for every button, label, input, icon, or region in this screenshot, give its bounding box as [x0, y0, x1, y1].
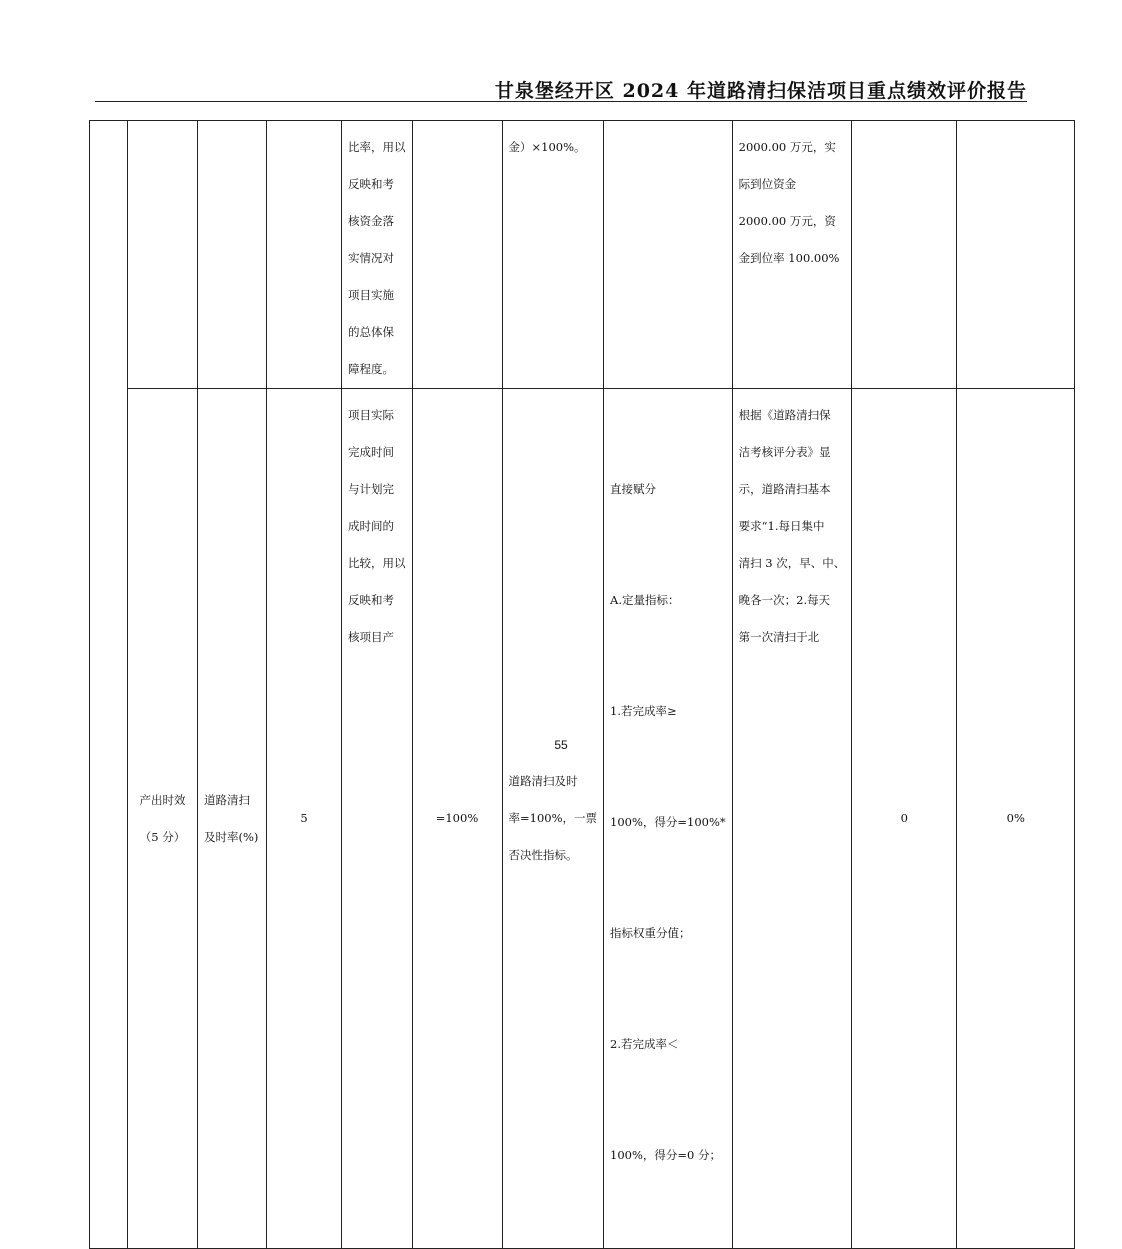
rate-cell: [957, 121, 1075, 389]
text-line: 产出时效: [139, 792, 186, 807]
text-line: 及时率(%): [204, 829, 259, 844]
definition-cell: [342, 389, 413, 1249]
text-line: 反映和考: [348, 177, 394, 191]
evaluation-table: [89, 120, 1075, 1249]
text-line: 示，道路清扫基本: [738, 482, 831, 496]
method-cell: [604, 121, 733, 389]
report-header-title: 甘泉堡经开区 2024 年道路清扫保洁项目重点绩效评价报告: [494, 80, 1027, 102]
table-row-continued: [90, 121, 1075, 389]
text-line: 金到位率 100.00%: [738, 251, 840, 265]
definition-cell: [342, 121, 413, 389]
text-line: 障程度。: [348, 362, 394, 376]
text-line: A.定量指标：: [610, 593, 680, 607]
category-cell: [90, 121, 128, 1249]
evidence-cell: [732, 121, 852, 389]
indicator-name-cell: [198, 121, 267, 389]
score-cell: [852, 121, 957, 389]
text-line: 比较，用以: [348, 556, 406, 570]
text-line: 100%，得分=0 分；: [610, 1148, 722, 1162]
text-line: 与计划完: [348, 482, 394, 496]
rate-cell: 0%: [957, 389, 1075, 1249]
text-line: 要求“1.每日集中: [738, 519, 825, 533]
text-line: 项目实施: [348, 288, 394, 302]
text-line: 第一次清扫于北: [738, 630, 820, 644]
text-line: 项目实际: [348, 408, 394, 422]
text-line: 的总体保: [348, 325, 394, 339]
text-line: 直接赋分: [610, 482, 657, 496]
text-line: 核项目产: [348, 630, 394, 644]
text-line: 2000.00 万元，资: [738, 214, 836, 228]
text-line: 成时间的: [348, 519, 394, 533]
text-line: 际到位资金: [738, 177, 797, 191]
text-line: 清扫 3 次，早、中、: [738, 556, 846, 570]
evidence-cell: [732, 389, 852, 1249]
standard-cell: [502, 389, 604, 1249]
text-line: 晚各一次；2.每天: [738, 593, 831, 607]
text-line: 金）×100%。: [508, 140, 586, 154]
text-line: 核资金落: [348, 214, 394, 228]
method-cell: [604, 389, 733, 1249]
text-line: 1.若完成率≥: [610, 704, 677, 718]
text-line: 洁考核评分表》显: [738, 445, 831, 459]
weight-cell: 5: [267, 389, 342, 1249]
standard-cell: [502, 121, 604, 389]
text-line: 道路清扫及时: [508, 774, 578, 788]
text-line: 2.若完成率＜: [610, 1037, 679, 1051]
header-divider: [95, 101, 1027, 102]
table-row-timeliness: [90, 389, 1075, 1249]
indicator-name-cell: [198, 389, 267, 1249]
target-cell: [412, 121, 502, 389]
text-line: 指标权重分值；: [610, 926, 691, 940]
text-line: 根据《道路清扫保: [738, 408, 831, 422]
page-number: 55: [554, 738, 568, 752]
text-line: 比率，用以: [348, 140, 406, 154]
score-cell: 0: [852, 389, 957, 1249]
indicator-cell: [128, 121, 198, 389]
text-line: （5 分）: [139, 829, 186, 844]
text-line: 率=100%，一票: [508, 811, 598, 825]
target-cell: =100%: [412, 389, 502, 1249]
text-line: 反映和考: [348, 593, 394, 607]
text-line: 2000.00 万元，实: [738, 140, 836, 154]
text-line: 否决性指标。: [508, 848, 578, 862]
text-line: 道路清扫: [204, 792, 250, 807]
text-line: 完成时间: [348, 445, 394, 459]
weight-cell: [267, 121, 342, 389]
indicator-cell: [128, 389, 198, 1249]
text-line: 100%，得分=100%*: [610, 815, 726, 829]
text-line: 实情况对: [348, 251, 394, 265]
